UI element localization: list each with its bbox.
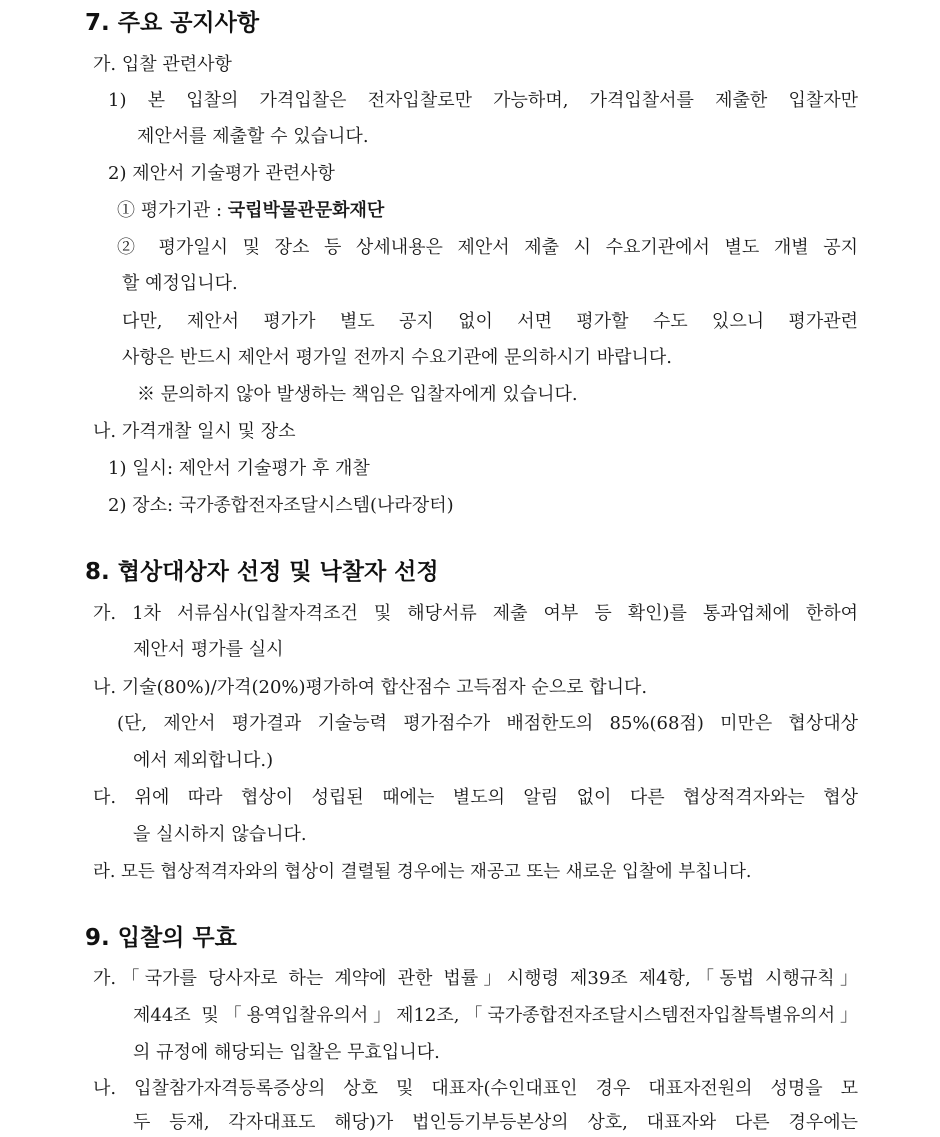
section-7-line: 사항은 반드시 제안서 평가일 전까지 수요기관에 문의하시기 바랍니다. — [122, 347, 673, 368]
section-9-line: 제44조 및「용역입찰유의서」제12조,「국가종합전자조달시스템전자입찰특별유의서」 — [133, 1005, 858, 1026]
section-8-line: 을 실시하지 않습니다. — [133, 824, 307, 845]
section-7-line: 다만, 제안서 평가가 별도 공지 없이 서면 평가할 수도 있으니 평가관련 — [122, 311, 858, 332]
section-7-line: 1) 일시: 제안서 기술평가 후 개찰 — [108, 458, 370, 479]
section-7-heading: 7. 주요 공지사항 — [85, 10, 260, 36]
section-8-line: 제안서 평가를 실시 — [133, 639, 284, 660]
section-7-item-na: 나. 가격개찰 일시 및 장소 — [93, 421, 296, 442]
section-7-item-ga: 가. 입찰 관련사항 — [93, 54, 232, 75]
section-9-item-ga: 가.「국가를 당사자로 하는 계약에 관한 법률」시행령 제39조 제4항,「동법 시행규칙」 — [93, 968, 858, 989]
section-8-item-ra: 라. 모든 협상적격자와의 협상이 결렬될 경우에는 재공고 또는 새로운 입찰에 부칩니다. — [93, 862, 752, 882]
section-9-line: 의 규정에 해당되는 입찰은 무효입니다. — [133, 1042, 440, 1063]
evaluator-label: ① 평가기관 : — [117, 200, 228, 221]
section-7-notice: ※ 문의하지 않아 발생하는 책임은 입찰자에게 있습니다. — [137, 384, 578, 405]
section-7-line: 2) 제안서 기술평가 관련사항 — [108, 163, 335, 184]
section-9-heading: 9. 입찰의 무효 — [85, 925, 237, 951]
section-8-item-ga: 가. 1차 서류심사(입찰자격조건 및 해당서류 제출 여부 등 확인)를 통과업체에 한하여 — [93, 603, 858, 624]
section-8-line: 에서 제외합니다.) — [133, 750, 274, 771]
section-7-line: ② 평가일시 및 장소 등 상세내용은 제안서 제출 시 수요기관에서 별도 개별 공지 — [117, 237, 858, 258]
section-7-line — [117, 199, 384, 223]
section-7-line: 제안서를 제출할 수 있습니다. — [137, 126, 369, 147]
section-8-item-da: 다. 위에 따라 협상이 성립된 때에는 별도의 알림 없이 다른 협상적격자와는 협상 — [93, 787, 858, 808]
section-9-item-na: 나. 입찰참가자격등록증상의 상호 및 대표자(수인대표인 경우 대표자전원의 성명을 모 — [93, 1078, 858, 1099]
section-7-line: 2) 장소: 국가종합전자조달시스템(나라장터) — [108, 495, 454, 516]
section-8-heading: 8. 협상대상자 선정 및 낙찰자 선정 — [85, 559, 439, 585]
section-7-line: 1) 본 입찰의 가격입찰은 전자입찰로만 가능하며, 가격입찰서를 제출한 입찰자만 — [108, 90, 858, 111]
section-8-item-na: 나. 기술(80%)/가격(20%)평가하여 합산점수 고득점자 순으로 합니다. — [93, 677, 648, 698]
section-7-line: 할 예정입니다. — [122, 273, 238, 294]
evaluator-name: 국립박물관문화재단 — [227, 200, 385, 221]
section-8-line: (단, 제안서 평가결과 기술능력 평가점수가 배점한도의 85%(68점) 미만은 협상대상 — [117, 713, 858, 734]
section-9-line: 두 등재, 각자대표도 해당)가 법인등기부등본상의 상호, 대표자와 다른 경우에는 — [133, 1112, 858, 1133]
